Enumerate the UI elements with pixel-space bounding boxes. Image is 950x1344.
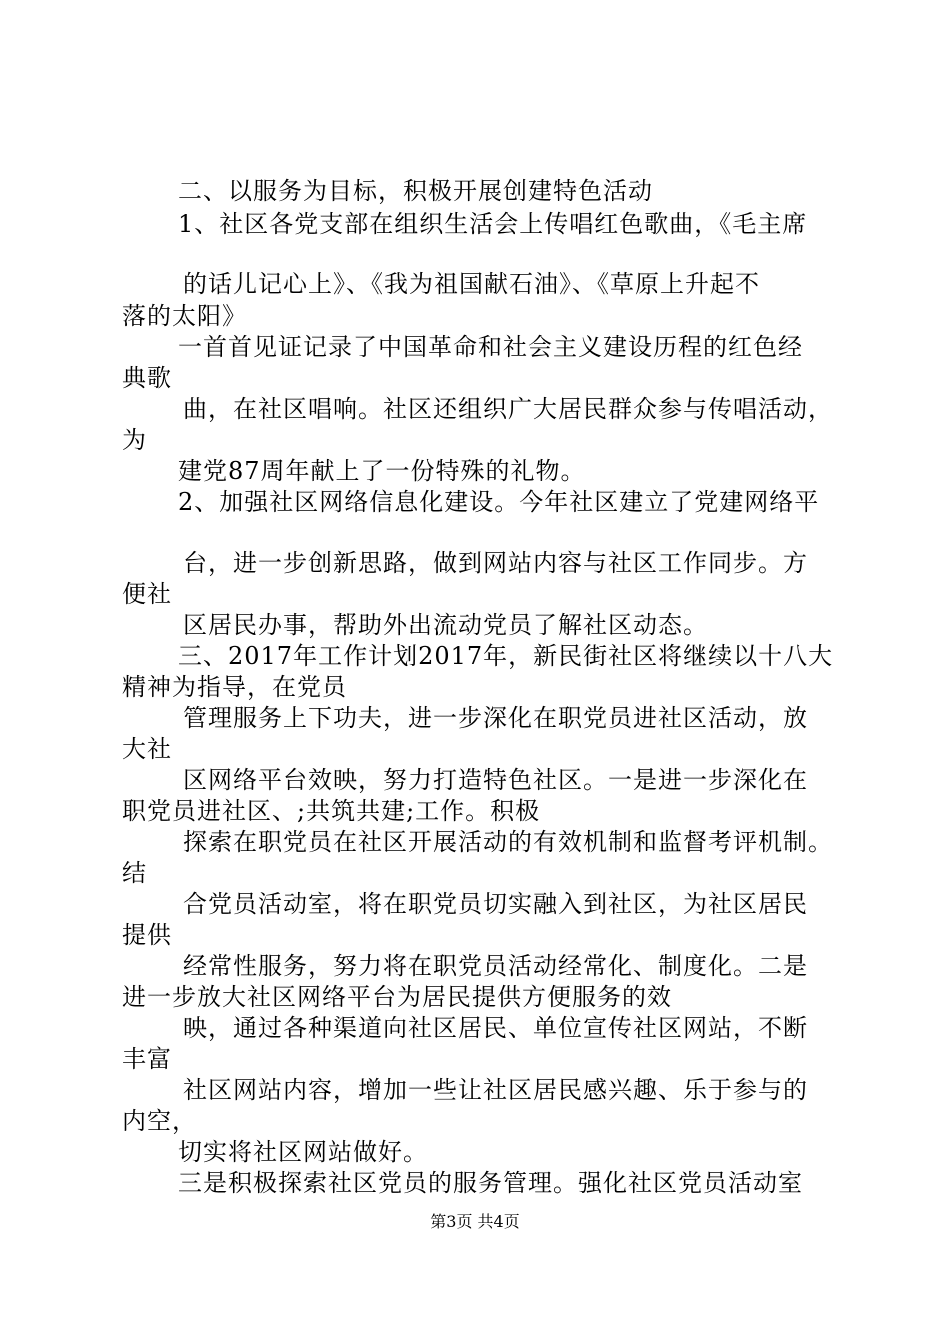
page-footer: 第3页 共4页: [430, 1212, 520, 1231]
text-line: 内空，: [122, 1107, 197, 1135]
text-line: 结: [122, 859, 147, 887]
text-line: 区网络平台效映，努力打造特色社区。一是进一步深化在: [183, 766, 808, 794]
text-line: 切实将社区网站做好。: [178, 1138, 428, 1166]
text-line: 提供: [122, 921, 172, 949]
text-line: 丰富: [122, 1045, 172, 1073]
text-line: 三、2017年工作计划2017年，新民街社区将继续以十八大: [178, 642, 834, 670]
text-line: 二、以服务为目标，积极开展创建特色活动: [178, 177, 653, 205]
text-line: 落的太阳》: [122, 302, 247, 330]
text-line: 建党87周年献上了一份特殊的礼物。: [178, 457, 586, 485]
text-line: 为: [122, 426, 147, 454]
text-line: 典歌: [122, 364, 172, 392]
text-line: 台，进一步创新思路，做到网站内容与社区工作同步。方: [183, 549, 808, 577]
text-line: 1、社区各党支部在组织生活会上传唱红色歌曲，《毛主席: [178, 210, 808, 238]
text-line: 一首首见证记录了中国革命和社会主义建设历程的红色经: [178, 333, 803, 361]
text-line: 大社: [122, 735, 172, 763]
text-line: 2、加强社区网络信息化建设。今年社区建立了党建网络平: [178, 488, 820, 516]
text-line: 的话儿记心上》、《我为祖国献石油》、《草原上升起不: [183, 270, 760, 298]
text-line: 映，通过各种渠道向社区居民、单位宣传社区网站，不断: [183, 1014, 808, 1042]
text-line: 区居民办事，帮助外出流动党员了解社区动态。: [183, 611, 708, 639]
text-line: 职党员进社区、;共筑共建;工作。积极: [122, 797, 541, 825]
text-line: 社区网站内容，增加一些让社区居民感兴趣、乐于参与的: [183, 1076, 808, 1104]
text-line: 探索在职党员在社区开展活动的有效机制和监督考评机制。: [183, 828, 833, 856]
text-line: 便社: [122, 580, 172, 608]
text-line: 精神为指导，在党员: [122, 673, 347, 701]
text-line: 三是积极探索社区党员的服务管理。强化社区党员活动室: [178, 1169, 803, 1197]
text-line: 合党员活动室，将在职党员切实融入到社区，为社区居民: [183, 890, 808, 918]
text-line: 曲，在社区唱响。社区还组织广大居民群众参与传唱活动，: [183, 395, 833, 423]
text-line: 经常性服务，努力将在职党员活动经常化、制度化。二是: [183, 952, 808, 980]
text-line: 管理服务上下功夫，进一步深化在职党员进社区活动，放: [183, 704, 808, 732]
text-line: 进一步放大社区网络平台为居民提供方便服务的效: [122, 983, 672, 1011]
